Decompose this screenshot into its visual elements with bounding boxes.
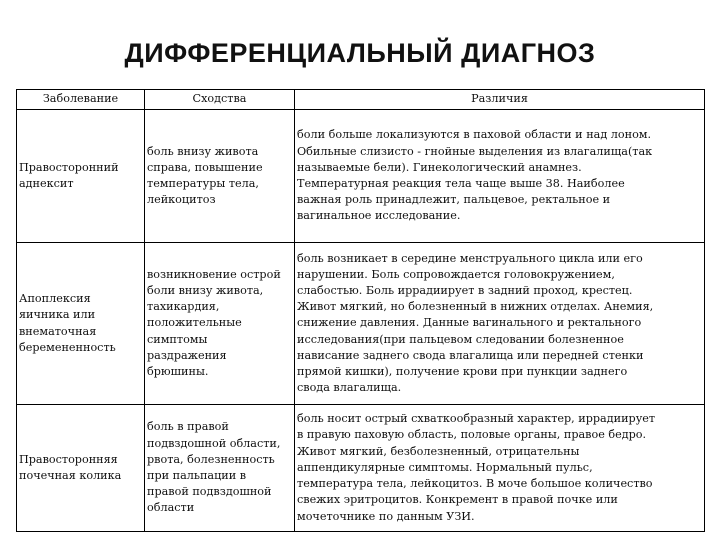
disease-cell: Правосторонняя почечная колика [17,405,145,532]
table-row [17,243,705,405]
table-row [17,110,705,243]
disease-cell: Правосторонний аднексит [17,110,145,243]
table-header-row [17,90,705,110]
similarities-cell: боль в правой подвздошной области, рвота, болезненность при пальпации в правой подвздошной области [145,405,295,532]
page-title: ДИФФЕРЕНЦИАЛЬНЫЙ ДИАГНОЗ [124,38,596,68]
table-row [17,405,705,532]
header-differences: Различия [295,90,705,110]
header-disease: Заболевание [17,90,145,110]
differences-cell: боль носит острый схваткообразный характер, иррадиирует в правую паховую область, половые органы, правое бедро. Живот мягкий, безболезненный, отрицательны аппендикулярные симптомы. Нормальный пульс, температура тела, лейкоцитоз. В моче большое количество свежих эритроцитов. Конкремент в правой почке или мочеточнике по данным УЗИ. [295,405,705,532]
similarities-cell: возникновение острой боли внизу живота, тахикардия, положительные симптомы раздражения брюшины. [145,243,295,405]
header-similarities: Сходства [145,90,295,110]
similarities-cell: боль внизу живота справа, повышение температуры тела, лейкоцитоз [145,110,295,243]
differential-diagnosis-table [16,89,705,532]
disease-cell: Апоплексия яичника или внематочная беремененность [17,243,145,405]
differences-cell: боль возникает в середине менструального цикла или его нарушении. Боль сопровождается головокружением, слабостью. Боль иррадиирует в задний проход, крестец. Живот мягкий, но болезненный в нижних отделах. Анемия, снижение давления. Данные вагинального и ректального исследования(при пальцевом следовании болезненное нависание заднего свода влагалища или передней стенки прямой кишки), получение крови при пункции заднего свода влагалища. [295,243,705,405]
differences-cell: боли больше локализуются в паховой области и над лоном. Обильные слизисто - гнойные выделения из влагалища(так называемые бели). Гинекологический анамнез. Температурная реакция тела чаще выше 38. Наиболее важная роль принадлежит, пальцевое, ректальное и вагинальное исследование. [295,110,705,243]
